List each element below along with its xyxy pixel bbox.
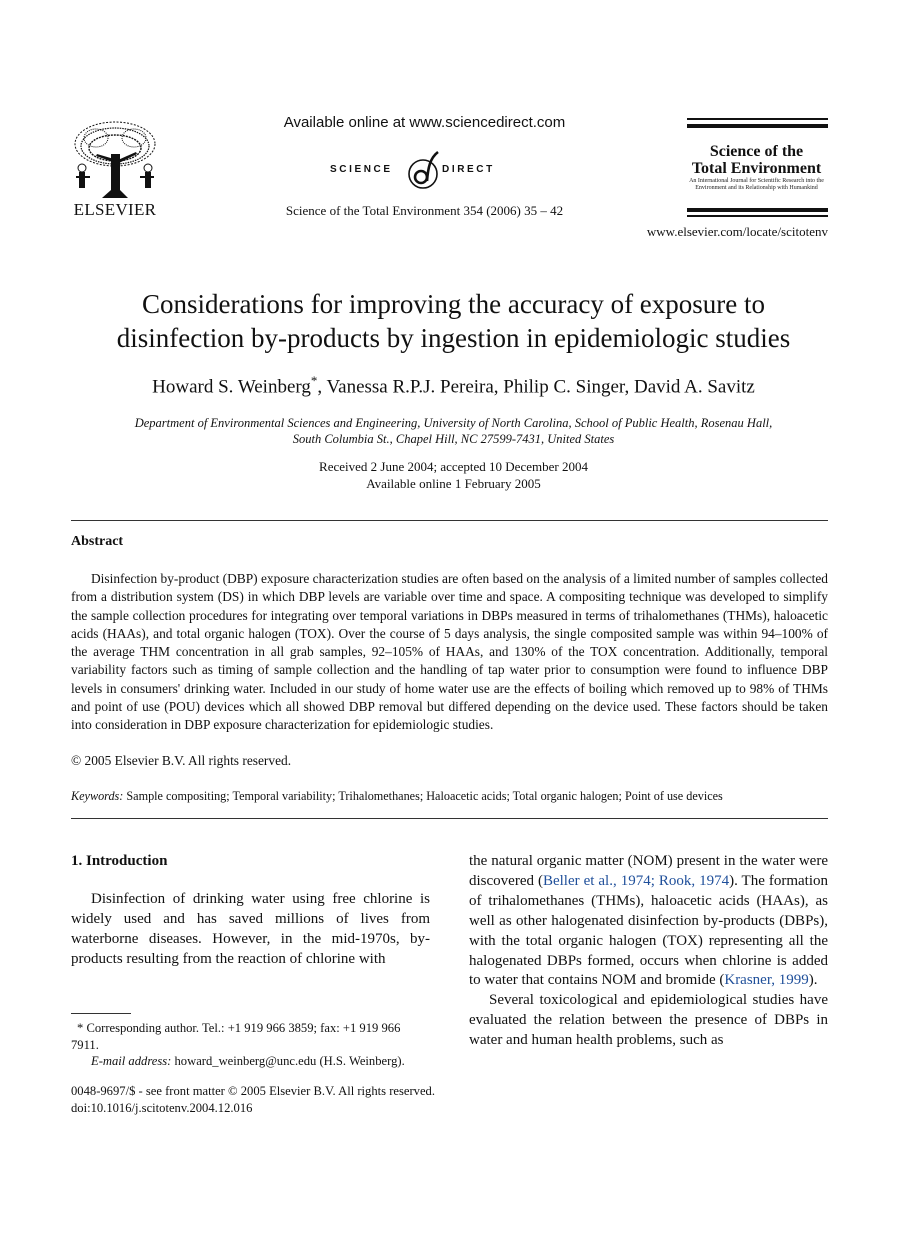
journal-box-title-line1: Science of the (709, 143, 804, 160)
abstract-top-divider (71, 520, 828, 521)
author-1[interactable]: Howard S. Weinberg (152, 376, 311, 398)
intro-text-segment: ). (808, 972, 818, 989)
available-online-text: Available online at www.sciencedirect.com (283, 114, 566, 131)
corresponding-author-mark[interactable]: * (310, 373, 318, 388)
footnote-divider (71, 1013, 131, 1014)
issn-line: 0048-9697/$ - see front matter © 2005 Elsevier B.V. All rights reserved. (71, 1084, 435, 1098)
doi-link[interactable]: doi:10.1016/j.scitotenv.2004.12.016 (71, 1100, 253, 1115)
keywords-label: Keywords: (71, 789, 124, 803)
left-column (71, 852, 430, 970)
citation-link-beller-rook[interactable]: Beller et al., 1974; Rook, 1974 (542, 872, 730, 889)
affiliation (90, 415, 817, 447)
publisher-name: ELSEVIER (73, 200, 157, 219)
intro-paragraph-1-continued (469, 852, 828, 991)
sciencedirect-left-word: SCIENCE (330, 164, 393, 175)
right-column (469, 852, 828, 1051)
journal-box-rule-top-1 (687, 118, 828, 120)
sciencedirect-right-word: DIRECT (442, 164, 495, 175)
paper-title-line2: disinfection by-products by ingestion in epidemiologic studies (116, 323, 791, 353)
keywords-list: Sample compositing; Temporal variability; Trihalomethanes; Haloacetic acids; Total organic halogen; Point of use devices (126, 789, 723, 803)
abstract-copyright: © 2005 Elsevier B.V. All rights reserved. (71, 753, 292, 768)
other-authors: , Vanessa R.P.J. Pereira, Philip C. Singer, David A. Savitz (317, 376, 755, 398)
journal-box-title-line2: Total Environment (691, 160, 822, 177)
author-list (60, 373, 847, 398)
email-address-link[interactable]: howard_weinberg@unc.edu (H.S. Weinberg). (174, 1054, 405, 1068)
intro-paragraph-1: Disinfection of drinking water using free chlorine is widely used and has saved millions of lives from waterborne diseases. However, in the mid-1970s, by-products resulting from the reaction of chlorine with (71, 890, 430, 967)
journal-box-rule-top-2 (687, 124, 828, 128)
affiliation-line2: South Columbia St., Chapel Hill, NC 27599-7431, United States (292, 432, 615, 446)
intro-paragraph-2: Several toxicological and epidemiological studies have evaluated the relation between the presence of DBPs in water and human health problems, such as (469, 992, 828, 1049)
journal-box-tagline: An International Journal for Scientific Research into the Environment and its Relationship with Humankind (689, 178, 824, 191)
affiliation-line1: Department of Environmental Sciences and Engineering, University of North Carolina, School of Public Health, Rosenau Hall, (134, 416, 773, 430)
abstract-heading: Abstract (71, 534, 124, 549)
available-date: Available online 1 February 2005 (366, 476, 541, 491)
journal-citation: Science of the Total Environment 354 (2006) 35 – 42 (285, 203, 564, 218)
article-dates (200, 458, 707, 492)
sciencedirect-logo (330, 148, 520, 192)
footnote (71, 1020, 430, 1070)
received-date: Received 2 June 2004; accepted 10 December 2004 (319, 459, 588, 474)
intro-text-segment: the natural organic matter (NOM) present in the water were discovered ( (469, 853, 828, 889)
email-note (71, 1053, 430, 1070)
email-label: E-mail address: (91, 1054, 172, 1068)
abstract-bottom-divider (71, 818, 828, 819)
journal-box-title (685, 143, 828, 177)
journal-box-rule-bottom-2 (687, 215, 828, 217)
keywords (71, 789, 828, 804)
paper-title (60, 287, 847, 355)
sciencedirect-d-icon (404, 148, 444, 192)
abstract-body: Disinfection by-product (DBP) exposure characterization studies are often based on the analysis of a limited number of samples collected from a distribution system (DS) in which DBP levels are variable over time and space. A compositing technique was developed to simplify the sample collection procedures for integrating over temporal variations in DBPs measured in terms of trihalomethanes (THMs), haloacetic acids (HAAs), and total organic halogen (TOX). Over the course of 5 days analysis, the single composited sample was within 94–100% of the average THM concentration in all grab samples, 92–105% of HAAs, and 130% of the TOX concentration. Additionally, temporal variability factors such as timing of sample collection and the handling of tap water prior to consumption were found to influence DBP levels in consumers' drinking water. Included in our study of home water use are the effects of boiling which removed up to 98% of THMs and point of use (POU) devices which all showed DBP removal but differed depending on the device used. These factors should be taken into consideration in DBP exposure characterization for epidemiologic studies. (71, 571, 828, 733)
intro-text-segment: ). The formation of trihalomethanes (THMs), haloacetic acids (HAAs), as well as other halogenated disinfection by-products (DBPs), with the total organic halogen (TOX) representing all the halogenated DBPs formed, occurs when chlorine is added to water that contains NOM and bromide ( (469, 872, 828, 989)
citation-link-krasner[interactable]: Krasner, 1999 (724, 972, 809, 989)
journal-box-rule-bottom-1 (687, 208, 828, 212)
corresponding-author-note: * Corresponding author. Tel.: +1 919 966 3859; fax: +1 919 966 7911. (71, 1021, 401, 1052)
paper-title-line1: Considerations for improving the accuracy of exposure to (141, 289, 766, 319)
page-footer (71, 1083, 491, 1116)
journal-url-link[interactable]: www.elsevier.com/locate/scitotenv (646, 224, 828, 239)
section-heading-introduction: 1. Introduction (71, 853, 168, 869)
